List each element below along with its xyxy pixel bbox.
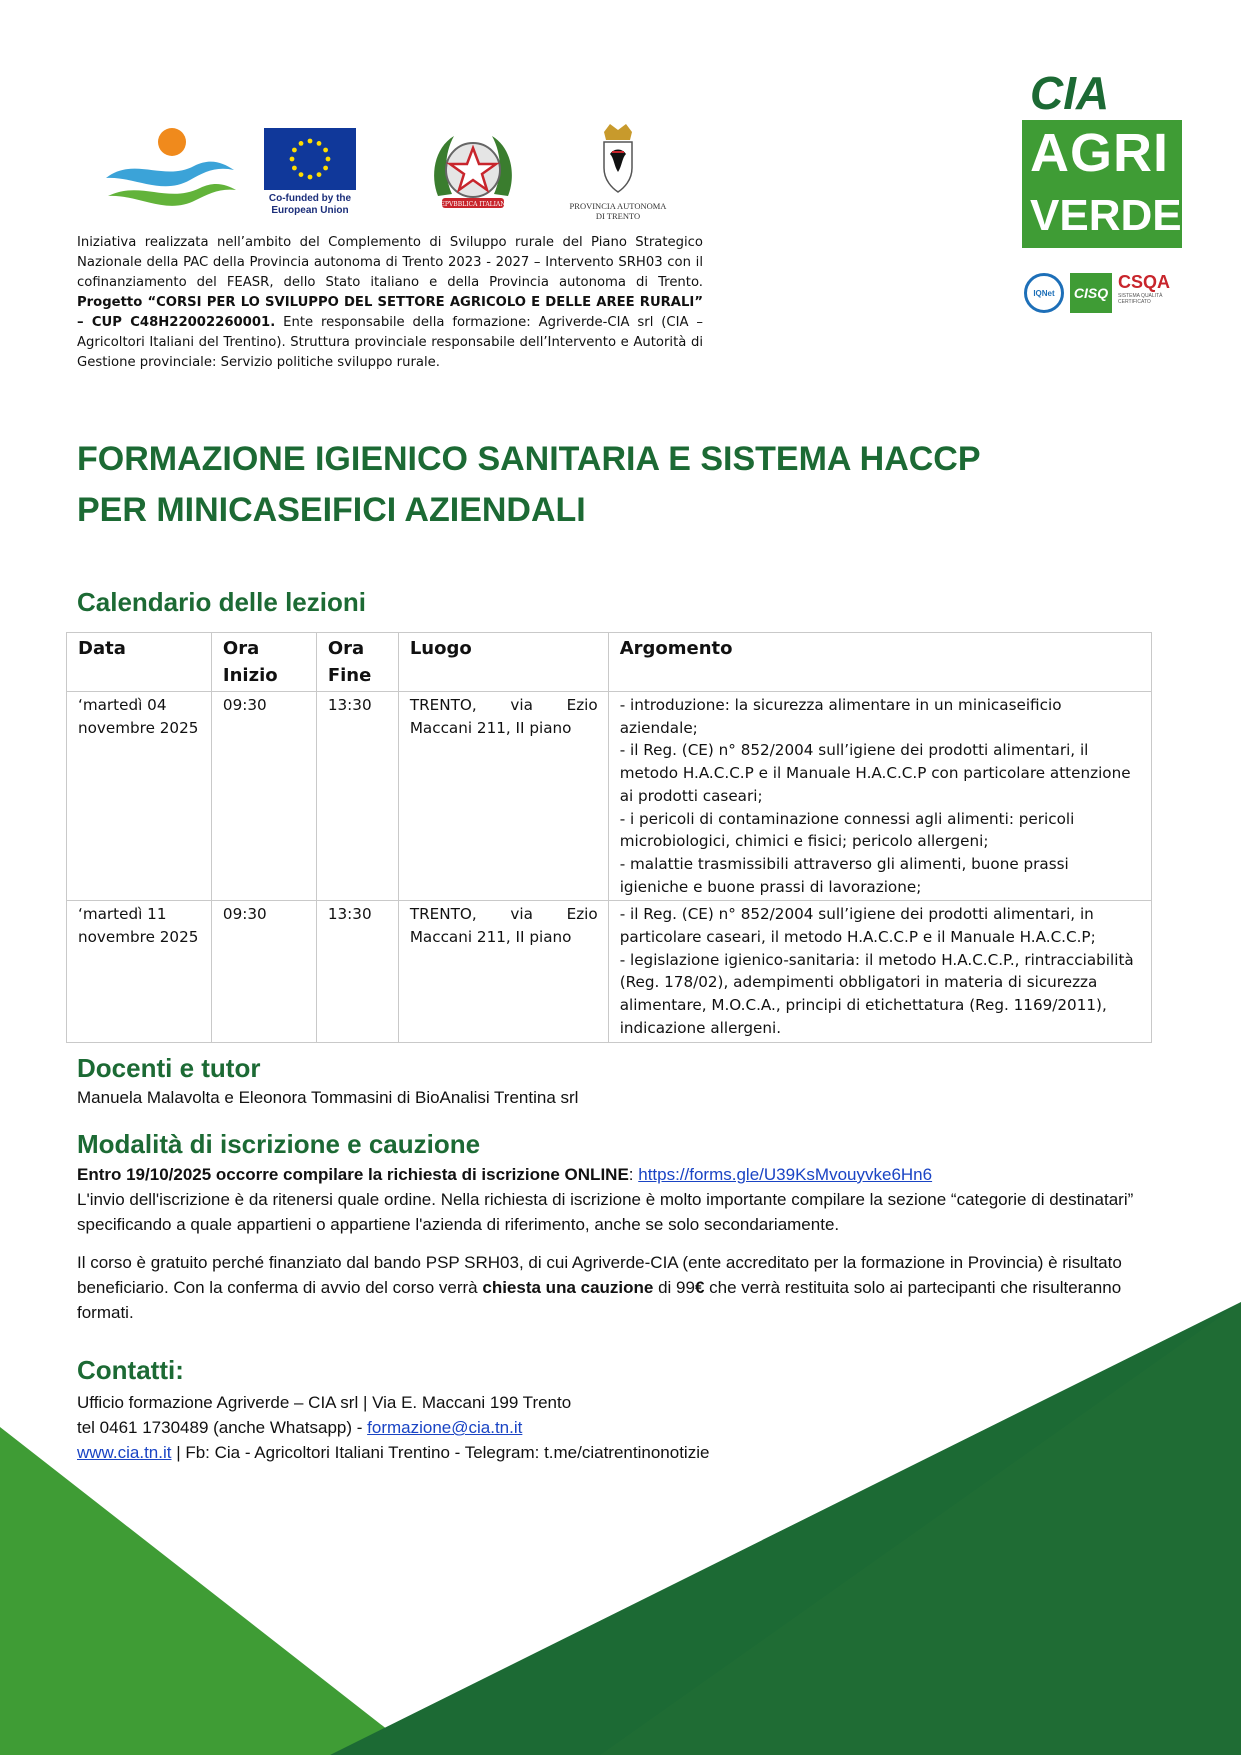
- light-green-triangle: [0, 1427, 420, 1755]
- luogo-word: TRENTO,: [409, 905, 477, 924]
- page-title: [77, 434, 1077, 536]
- provincia-trento-logo: [568, 124, 668, 224]
- luogo-word: Ezio: [566, 696, 598, 714]
- argomento-item: - il Reg. (CE) n° 852/2004 sull’igiene dei prodotti alimentari, in particolare caseari, il metodo H.A.C.C.P e il Manuale H.A.C.C.P;: [619, 905, 1096, 947]
- modalita-heading: Modalità di iscrizione e cauzione: [77, 1129, 481, 1159]
- table-row: [67, 901, 1152, 1042]
- table-header-row: [67, 633, 1152, 692]
- cisq-badge: CISQ: [1070, 273, 1112, 313]
- cell-data: ‘martedì 11 novembre 2025: [67, 901, 212, 1042]
- modalita-rest: L'invio dell'iscrizione è da ritenersi quale ordine. Nella richiesta di iscrizione è molto importante compilare la sezione “categorie di destinatari” specificando a quale appartieni o appartiene l'azienda di riferimento, anche se solo secondariamente.: [77, 1190, 1134, 1234]
- calendar-table: [66, 632, 1152, 1043]
- contatti-heading: Contatti:: [77, 1355, 184, 1385]
- provincia-caption: PROVINCIA AUTONOMA DI TRENTO: [569, 201, 667, 221]
- social-text: | Fb: Cia - Agricoltori Italiani Trentino - Telegram: t.me/ciatrentinonotizie: [171, 1443, 710, 1462]
- csqa-label: CSQA: [1118, 272, 1171, 292]
- cell-luogo: [398, 692, 608, 901]
- docenti-heading: Docenti e tutor: [77, 1053, 261, 1083]
- luogo-line2: Maccani 211, II piano: [409, 928, 572, 947]
- csqa-badge: [1118, 273, 1180, 313]
- cia-agriverde-logo: [1022, 67, 1182, 266]
- cia-wordmark: CIA: [1030, 67, 1110, 119]
- cell-luogo: [398, 901, 608, 1042]
- eu-flag-icon: [264, 128, 356, 190]
- calendar-heading: Calendario delle lezioni: [77, 587, 366, 617]
- agriverde-box: [1022, 120, 1182, 248]
- cell-inizio: 09:30: [211, 901, 316, 1042]
- verde-wordmark: VERDE: [1030, 191, 1182, 240]
- euro-sign: €: [694, 1278, 705, 1297]
- argomento-item: - i pericoli di contaminazione connessi agli alimenti: pericoli microbiologici, chimici e fisici; pericolo allergeni;: [619, 809, 1075, 851]
- cell-data: ‘martedì 04 novembre 2025: [67, 692, 212, 901]
- cell-fine: 13:30: [316, 692, 398, 901]
- deadline-bold: Entro 19/10/2025 occorre compilare la richiesta di iscrizione ONLINE: [77, 1165, 629, 1184]
- col-data: Data: [67, 633, 212, 692]
- page-title-line2: PER MINICASEIFICI AZIENDALI: [77, 491, 586, 529]
- cell-fine: 13:30: [316, 901, 398, 1042]
- col-ora-inizio: Ora Inizio: [211, 633, 316, 692]
- intro-part1: Iniziativa realizzata nell’ambito del Complemento di Sviluppo rurale del Piano Strategico Nazionale della PAC della Provincia autonoma di Trento 2023 - 2027 – Intervento SRH03 con il cofinanziamento del FEASR, dello Stato italiano e della Provincia autonoma di Trento.: [77, 235, 703, 290]
- luogo-word: Ezio: [566, 905, 598, 924]
- luogo-word: via: [510, 905, 533, 924]
- page-title-line1: FORMAZIONE IGIENICO SANITARIA E SISTEMA HACCP: [77, 440, 981, 478]
- argomento-item: - legislazione igienico-sanitaria: il metodo H.A.C.C.P., rintracciabilità (Reg. 178/02), adempimenti obbligatori in materia di sicurezza alimentare, M.O.C.A., principi di etichettatura (Reg. 1169/2011), indicazione allergeni.: [619, 950, 1134, 1037]
- luogo-line2: Maccani 211, II piano: [409, 718, 572, 737]
- contatti-web-line: [77, 1440, 977, 1465]
- cell-inizio: 09:30: [211, 692, 316, 901]
- table-row: [67, 692, 1152, 901]
- argomento-item: - introduzione: la sicurezza alimentare in un minicaseificio aziendale;: [619, 696, 1062, 737]
- contatti-phone-line: [77, 1415, 977, 1440]
- p2-text-b: di 99: [653, 1278, 695, 1297]
- repubblica-caption: REPVBBLICA ITALIANA: [436, 201, 510, 208]
- modalita-paragraph-1: [77, 1162, 1177, 1237]
- eu-caption: Co-funded by the European Union: [268, 193, 352, 216]
- cauzione-bold: chiesta una cauzione: [482, 1278, 654, 1297]
- repubblica-italiana-emblem: [428, 126, 518, 222]
- intro-paragraph: [77, 233, 703, 373]
- iqnet-badge: IQNet: [1024, 273, 1064, 313]
- col-luogo: Luogo: [398, 633, 608, 692]
- registration-form-link[interactable]: https://forms.gle/U39KsMvouyvke6Hn6: [638, 1165, 933, 1184]
- colon-text: :: [628, 1165, 639, 1184]
- csqa-small-label: SISTEMA QUALITÀ CERTIFICATO: [1118, 293, 1163, 305]
- p2-text-c: che verrà restituita solo ai partecipanti che risulteranno formati.: [77, 1278, 1122, 1322]
- phone-text: tel 0461 1730489 (anche Whatsapp) -: [77, 1418, 368, 1437]
- docenti-text: Manuela Malavolta e Eleonora Tommasini di BioAnalisi Trentina srl: [77, 1088, 579, 1107]
- cell-argomento: [608, 901, 1151, 1042]
- agri-wordmark: AGRI: [1030, 123, 1169, 183]
- cell-argomento: [608, 692, 1151, 901]
- luogo-word: via: [510, 696, 533, 714]
- contatti-address: Ufficio formazione Agriverde – CIA srl | Via E. Maccani 199 Trento: [77, 1393, 572, 1412]
- intro-part2: Ente responsabile della formazione: Agriverde-CIA srl (CIA – Agricoltori Italiani del Trentino). Struttura provinciale responsabile dell’Intervento e Autorità di Gestione provinciale: Servizio politiche sviluppo rurale.: [77, 315, 704, 370]
- eu-cofunded-logo: [264, 128, 372, 220]
- psr-wave-logo: [104, 126, 238, 218]
- col-ora-fine: Ora Fine: [316, 633, 398, 692]
- certification-badges: [1024, 270, 1184, 316]
- website-link[interactable]: www.cia.tn.it: [77, 1443, 172, 1462]
- email-link[interactable]: formazione@cia.tn.it: [367, 1418, 523, 1437]
- intro-project-bold: Progetto “CORSI PER LO SVILUPPO DEL SETTORE AGRICOLO E DELLE AREE RURALI” – CUP C48H22002260001.: [77, 295, 703, 330]
- p2-text-a: Il corso è gratuito perché finanziato dal bando PSP SRH03, di cui Agriverde-CIA (ente accreditato per la formazione in Provincia) è risultato beneficiario. Con la conferma di avvio del corso verrà: [77, 1253, 1122, 1297]
- argomento-item: - malattie trasmissibili attraverso gli alimenti, buone prassi igieniche e buone prassi di lavorazione;: [619, 854, 1069, 896]
- luogo-word: TRENTO,: [409, 696, 477, 714]
- argomento-item: - il Reg. (CE) n° 852/2004 sull’igiene dei prodotti alimentari, il metodo H.A.C.C.P e il Manuale H.A.C.C.P con particolare attenzione ai prodotti caseari;: [619, 741, 1131, 805]
- modalita-paragraph-2: [77, 1250, 1177, 1325]
- col-argomento: Argomento: [608, 633, 1151, 692]
- contatti-text: [77, 1390, 977, 1465]
